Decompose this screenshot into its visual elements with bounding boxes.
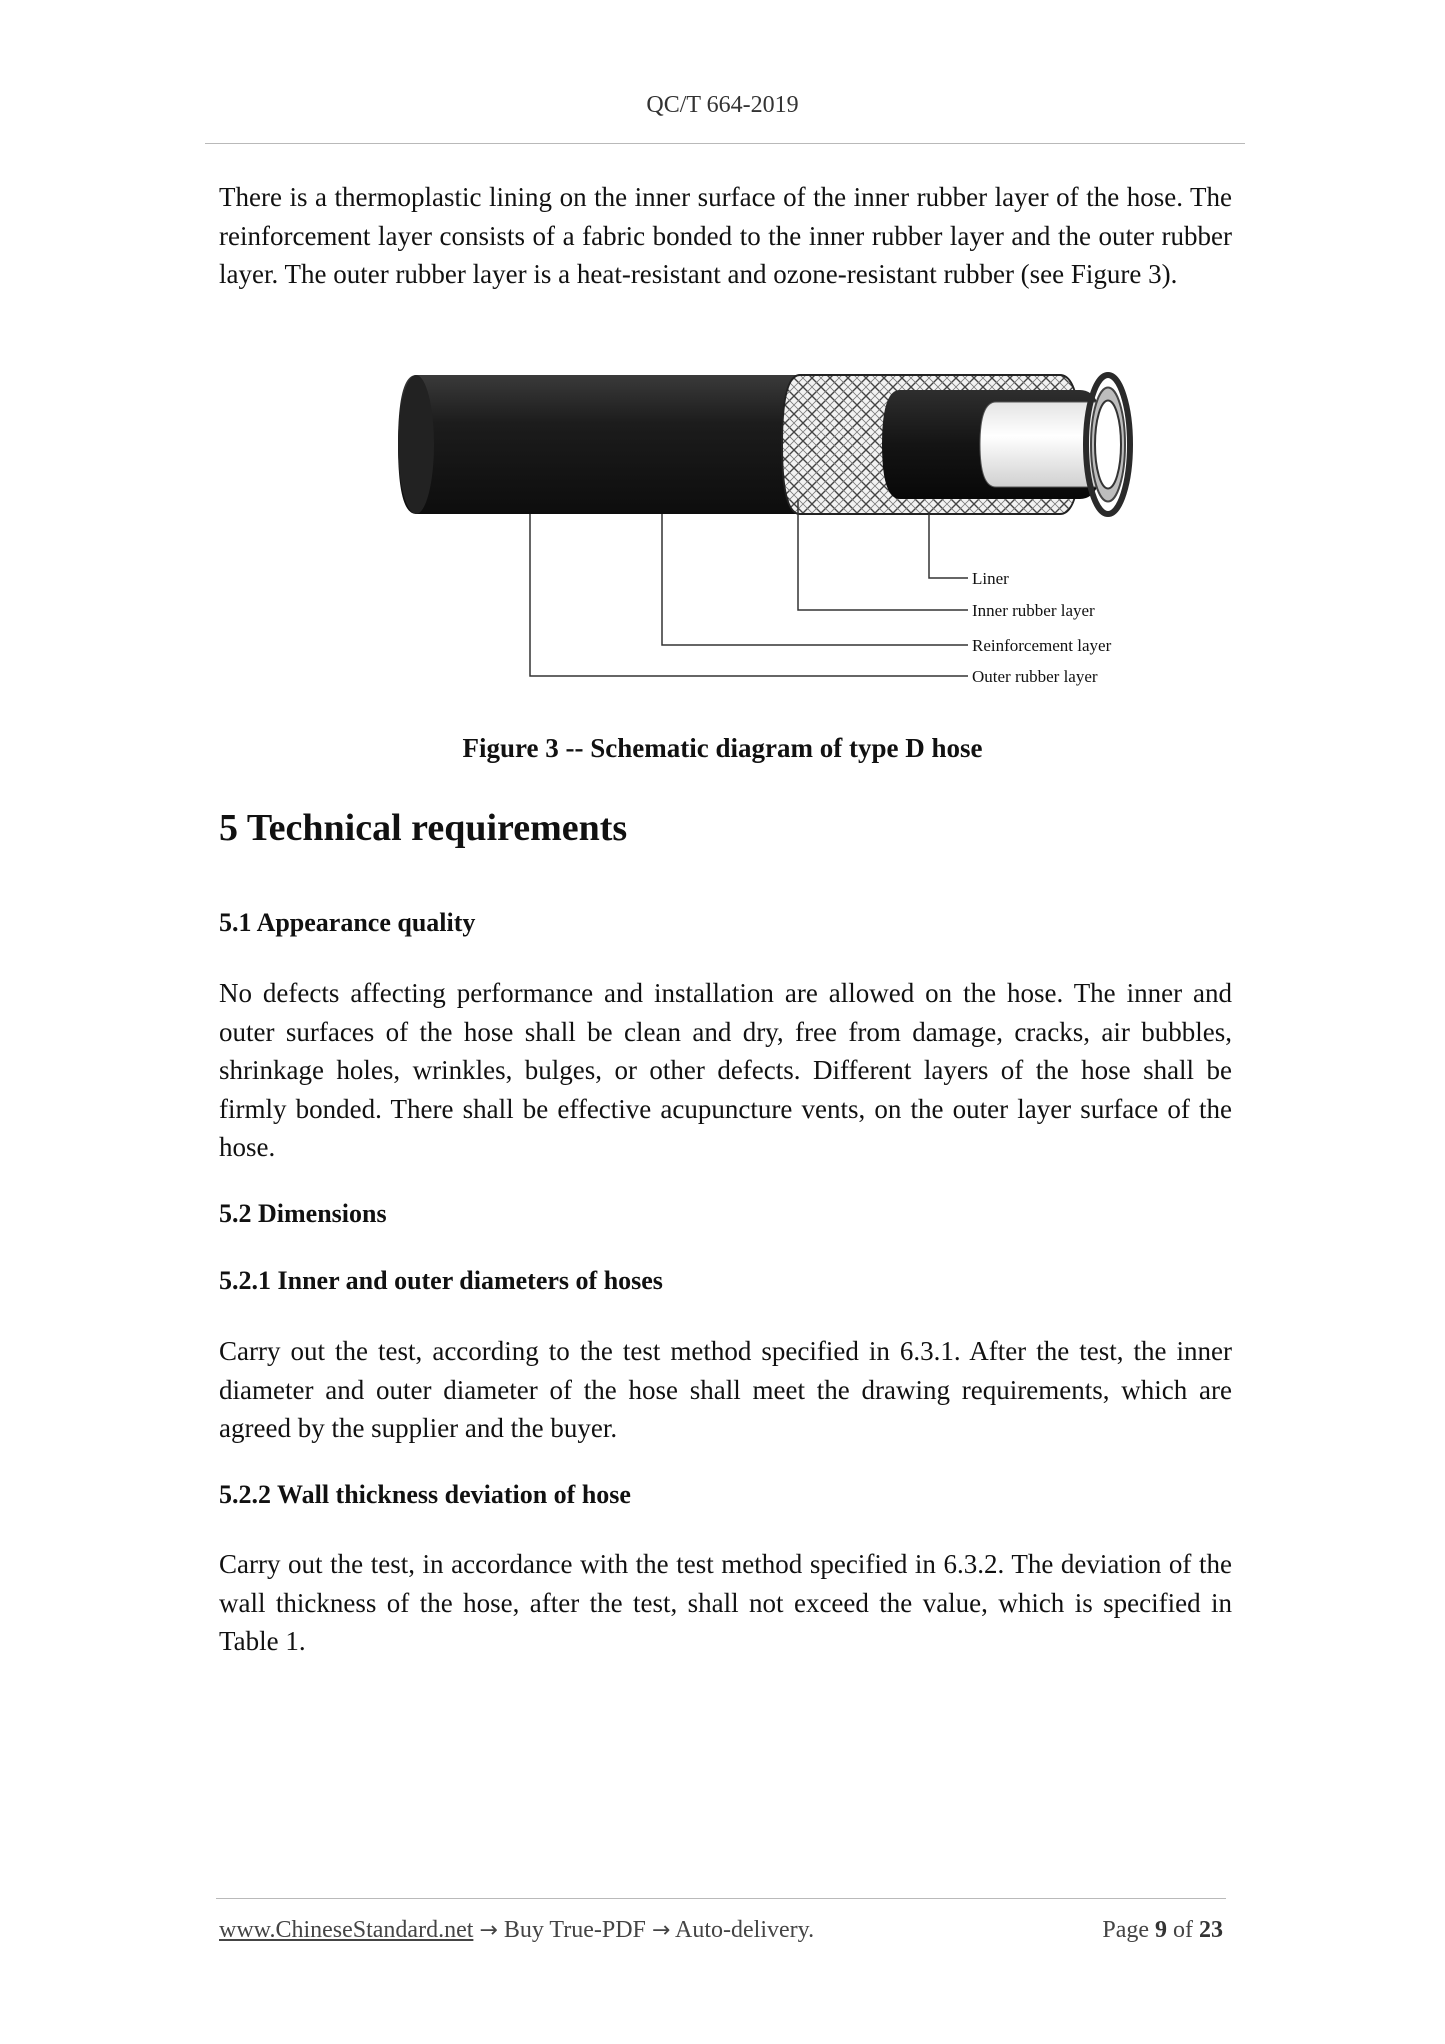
intro-block — [219, 178, 1232, 294]
label-inner-rubber-layer: Inner rubber layer — [972, 601, 1095, 620]
footer-promo — [219, 1917, 814, 1944]
hose-diagram-figure — [380, 360, 1160, 690]
intro-paragraph: There is a thermoplastic lining on the inner surface of the inner rubber layer of the hose. The reinforcement layer consists of a fabric bonded to the inner rubber layer and the outer rubber layer. The outer rubber layer is a heat-resistant and ozone-resistant rubber (see Figure 3). — [219, 182, 1232, 289]
label-liner: Liner — [972, 569, 1009, 588]
figure-caption: Figure 3 -- Schematic diagram of type D hose — [462, 733, 983, 763]
buy-text: Buy True-PDF — [503, 1917, 646, 1943]
page-indicator — [1102, 1917, 1223, 1944]
header-divider — [205, 143, 1245, 144]
label-reinforcement-layer: Reinforcement layer — [972, 636, 1112, 655]
section-5-2-1-body — [219, 1332, 1232, 1448]
outer-rubber-layer — [398, 375, 800, 514]
paragraph-5-2-2: Carry out the test, in accordance with the test method specified in 6.3.2. The deviation of the wall thickness of the hose, after the test, shall not exceed the value, which is specified in Table 1. — [219, 1549, 1232, 1656]
paragraph-5-1: No defects affecting performance and installation are allowed on the hose. The inner and outer surfaces of the hose shall be clean and dry, free from damage, cracks, air bubbles, shrinkage holes, wrinkles, bulges, or other defects. Different layers of the hose shall be firmly bonded. There shall be effective acupuncture vents, on the outer layer surface of the hose. — [219, 978, 1232, 1162]
delivery-text: Auto-delivery. — [675, 1917, 815, 1943]
paragraph-5-2-1: Carry out the test, according to the test method specified in 6.3.1. After the test, the inner diameter and outer diameter of the hose shall meet the drawing requirements, which are agreed by the supplier and the buyer. — [219, 1336, 1232, 1443]
of-word: of — [1173, 1917, 1193, 1943]
section-5-1-body — [219, 974, 1232, 1167]
site-link[interactable]: www.ChineseStandard.net — [219, 1917, 474, 1943]
running-header: QC/T 664-2019 — [646, 92, 799, 118]
page-word: Page — [1102, 1917, 1149, 1943]
leader-lines — [530, 499, 968, 676]
arrow-right-icon: → — [651, 1918, 671, 1943]
arrow-right-icon: → — [479, 1918, 498, 1943]
heading-5-2: 5.2 Dimensions — [219, 1199, 387, 1228]
page-current: 9 — [1155, 1917, 1167, 1943]
section-5-2-2-body — [219, 1545, 1232, 1661]
label-outer-rubber-layer: Outer rubber layer — [972, 667, 1098, 686]
footer-divider — [216, 1898, 1226, 1899]
section-title: 5 Technical requirements — [219, 807, 628, 849]
heading-5-2-2: 5.2.2 Wall thickness deviation of hose — [219, 1480, 631, 1509]
heading-5-1: 5.1 Appearance quality — [219, 908, 476, 937]
page-total: 23 — [1199, 1917, 1223, 1943]
heading-5-2-1: 5.2.1 Inner and outer diameters of hoses — [219, 1266, 663, 1295]
